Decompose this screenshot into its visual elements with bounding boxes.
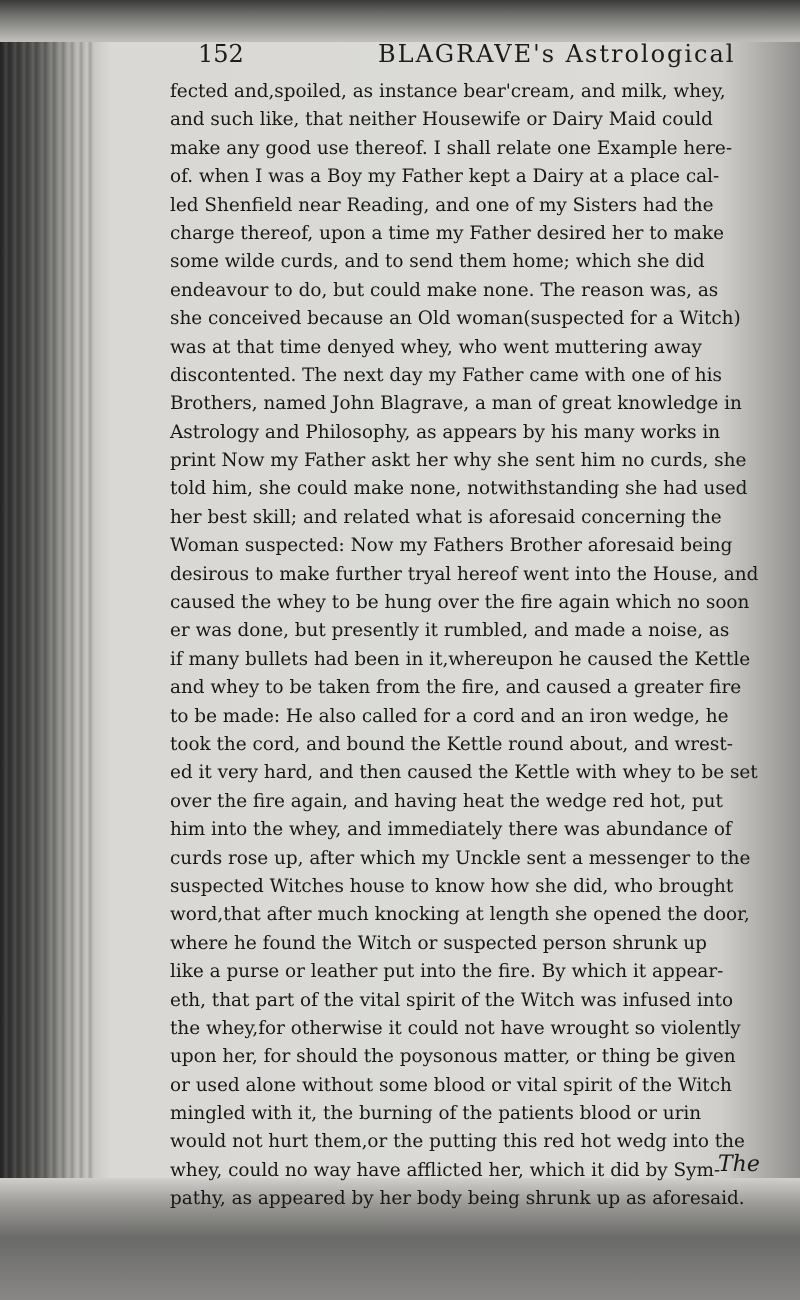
text-line: ed it very hard, and then caused the Kettle with whey to be set xyxy=(170,762,758,784)
text-line: mingled with it, the burning of the patients blood or urin xyxy=(170,1103,702,1125)
text-line: like a purse or leather put into the fire. By which it appear- xyxy=(170,961,724,983)
text-line: make any good use thereof. I shall relate one Example here- xyxy=(170,137,733,159)
text-line: over the fire again, and having heat the wedge red hot, put xyxy=(170,790,723,812)
text-line: her best skill; and related what is aforesaid concerning the xyxy=(170,506,722,528)
text-line: upon her, for should the poysonous matter, or thing be given xyxy=(170,1046,736,1068)
text-line: suspected Witches house to know how she did, who brought xyxy=(170,875,734,897)
text-line: er was done, but presently it rumbled, and made a noise, as xyxy=(170,620,730,642)
text-line: some wilde curds, and to send them home; which she did xyxy=(170,251,705,273)
text-line: led Shenfield near Reading, and one of my Sisters had the xyxy=(170,194,714,216)
text-line: told him, she could make none, notwithstanding she had used xyxy=(170,478,748,500)
text-line: curds rose up, after which my Unckle sent a messenger to the xyxy=(170,847,751,869)
text-line: or used alone without some blood or vital spirit of the Witch xyxy=(170,1074,732,1096)
text-line: she conceived because an Old woman(suspected for a Witch) xyxy=(170,308,741,330)
text-line: print Now my Father askt her why she sent him no curds, she xyxy=(170,450,747,472)
book-binding-edge xyxy=(0,0,95,1300)
text-line: caused the whey to be hung over the fire again which no soon xyxy=(170,592,750,614)
text-line: and whey to be taken from the fire, and caused a greater fire xyxy=(170,677,742,699)
text-line: the whey,for otherwise it could not have wrought so violently xyxy=(170,1017,741,1039)
text-line: Woman suspected: Now my Fathers Brother aforesaid being xyxy=(170,535,733,557)
text-line: him into the whey, and immediately there was abundance of xyxy=(170,819,732,841)
text-line: charge thereof, upon a time my Father desired her to make xyxy=(170,222,725,244)
text-line: where he found the Witch or suspected person shrunk up xyxy=(170,932,707,954)
text-line: discontented. The next day my Father came with one of his xyxy=(170,364,722,386)
text-line: Astrology and Philosophy, as appears by his many works in xyxy=(170,421,721,443)
text-line: and such like, that neither Housewife or Dairy Maid could xyxy=(170,109,713,131)
text-line: word,that after much knocking at length she opened the door, xyxy=(170,904,750,926)
text-line: if many bullets had been in it,whereupon he caused the Kettle xyxy=(170,648,751,670)
text-line: whey, could no way have afflicted her, which it did by Sym- xyxy=(170,1159,721,1181)
running-head-title: BLAGRAVE's Astrological xyxy=(378,40,736,68)
top-page-edge xyxy=(0,0,800,42)
text-line: endeavour to do, but could make none. The reason was, as xyxy=(170,279,719,301)
text-line: desirous to make further tryal hereof went into the House, and xyxy=(170,563,759,585)
body-text xyxy=(170,78,760,1214)
page-number: 152 xyxy=(198,40,244,68)
text-line: was at that time denyed whey, who went muttering away xyxy=(170,336,702,358)
text-line: to be made: He also called for a cord and an iron wedge, he xyxy=(170,705,729,727)
catchword: The xyxy=(718,1152,760,1177)
text-line: pathy, as appeared by her body being shrunk up as aforesaid. xyxy=(170,1188,745,1210)
text-line: Brothers, named John Blagrave, a man of great knowledge in xyxy=(170,393,742,415)
text-line: would not hurt them,or the putting this red hot wedg into the xyxy=(170,1131,745,1153)
text-line: of. when I was a Boy my Father kept a Dairy at a place cal- xyxy=(170,166,720,188)
text-line: fected and,spoiled, as instance bear'cream, and milk, whey, xyxy=(170,81,726,102)
text-line: eth, that part of the vital spirit of the Witch was infused into xyxy=(170,989,734,1011)
text-line: took the cord, and bound the Kettle round about, and wrest- xyxy=(170,733,733,755)
